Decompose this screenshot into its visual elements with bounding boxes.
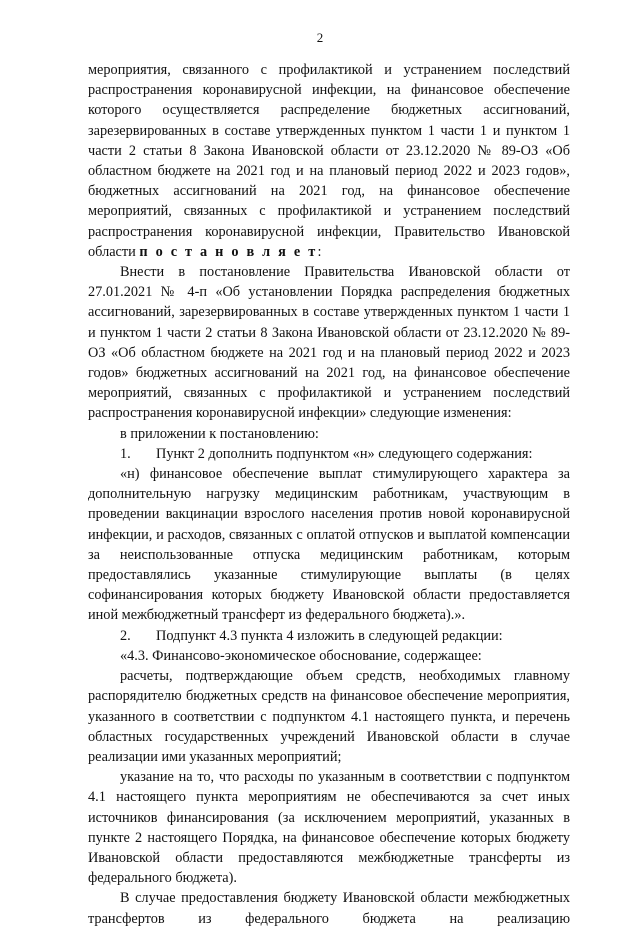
paragraph-preamble <box>88 60 570 262</box>
preamble-colon: : <box>317 243 322 260</box>
resolves-word: п о с т а н о в л я е т <box>139 243 318 260</box>
list-item-1-number: 1. <box>120 445 131 462</box>
paragraph-in-case: В случае предоставления бюджету Ивановской области межбюджетных трансфертов из федерального бюджета на реализацию <box>88 890 570 927</box>
page-number: 2 <box>316 30 324 45</box>
list-item-1-text: Пункт 2 дополнить подпунктом «н» следующего содержания: <box>156 445 533 462</box>
list-item-1 <box>88 444 570 464</box>
paragraph-amendment-intro: Внести в постановление Правительства Ивановской области от 27.01.2021 № 4-п «Об установлении Порядка распределения бюджетных ассигнований, зарезервированных в составе утвержденных пунктом 1 части 1 и пунктом 1 части 2 статьи 8 Закона Ивановской области от 23.12.2020 № 89-ОЗ «Об областном бюджете на 2021 год и на плановый период 2022 и 2023 годов» бюджетных ассигнований на 2021 год, на финансовое обеспечение мероприятий, связанных с профилактикой и устранением последствий распространения коронавирусной инфекции» следующие изменения: <box>88 264 570 422</box>
paragraph-in-appendix: в приложении к постановлению: <box>120 425 319 442</box>
paragraph-4-3-heading: «4.3. Финансово-экономическое обоснование, содержащее: <box>120 647 482 664</box>
paragraph-calculations: расчеты, подтверждающие объем средств, необходимых главному распорядителю бюджетных средств на финансовое обеспечение мероприятия, указанного в соответствии с подпунктом 4.1 настоящего пункта, и перечень областных государственных учреждений Ивановской области в случае реализации ими указанных мероприятий; <box>88 668 570 765</box>
paragraph-indication: указание на то, что расходы по указанным в соответствии с подпунктом 4.1 настоящего пункта мероприятиям не обеспечиваются за счет иных источников финансирования (за исключением мероприятий, указанных в пункте 2 настоящего Порядка, на финансовое обеспечение которых бюджету Ивановской области предоставляются межбюджетные трансферты из федерального бюджета). <box>88 769 570 887</box>
document-body <box>88 60 570 929</box>
paragraph-subpoint-n: «н) финансовое обеспечение выплат стимулирующего характера за дополнительную нагрузку медицинским работникам, участвующим в проведении вакцинации взрослого населения против новой коронавирусной инфекции, и расходов, связанных с оплатой отпусков и выплатой компенсации за неиспользованные отпуска медицинским работникам, которым предоставлялись указанные стимулирующие выплаты (в целях софинансирования которых бюджету Ивановской области предоставляется иной межбюджетный трансферт из федерального бюджета).». <box>88 466 570 624</box>
list-item-2-text: Подпункт 4.3 пункта 4 изложить в следующей редакции: <box>156 627 503 644</box>
list-item-2-number: 2. <box>120 627 131 644</box>
preamble-text: мероприятия, связанного с профилактикой и устранением последствий распространения коронавирусной инфекции, на финансовое обеспечение которого осуществляется распределение бюджетных ассигнований, зарезервированных в составе утвержденных пунктом 1 части 1 и пунктом 1 части 2 статьи 8 Закона Ивановской области от 23.12.2020 № 89-ОЗ «Об областном бюджете на 2021 год и на плановый период 2022 и 2023 годов», бюджетных ассигнований на 2021 год, на финансовое обеспечение мероприятий, связанных с профилактикой и устранением последствий распространения коронавирусной инфекции, Правительство Ивановской области <box>88 62 570 260</box>
list-item-2 <box>88 626 570 646</box>
